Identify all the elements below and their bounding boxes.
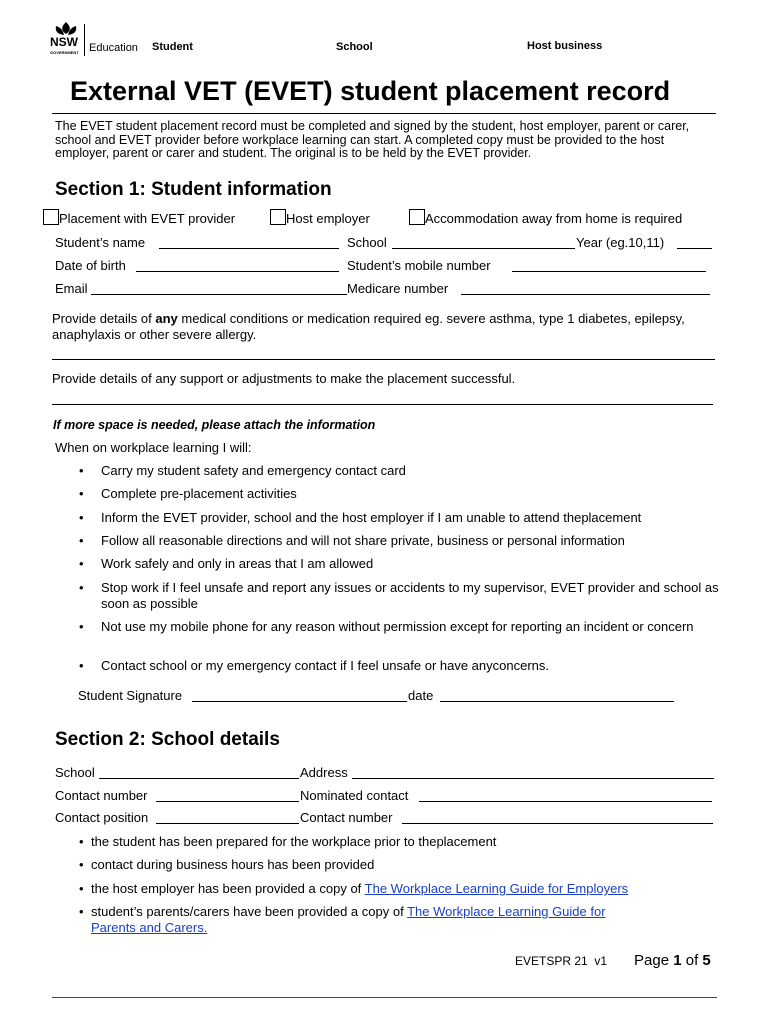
- s2-contact-position-label: Contact position: [55, 810, 149, 825]
- option-accommodation[interactable]: [409, 209, 682, 226]
- when-text: When on workplace learning I will:: [55, 440, 252, 455]
- medical-bold: any: [155, 311, 178, 326]
- date-field[interactable]: [440, 689, 674, 702]
- medical-details-text: [52, 311, 712, 343]
- employers-guide-link[interactable]: The Workplace Learning Guide for Employers: [364, 881, 629, 896]
- date-label: date: [408, 688, 434, 703]
- list-item: • Follow all reasonable directions and will not share private, business or personal information: [101, 533, 625, 549]
- s2-address-label: Address: [300, 765, 348, 780]
- option-label: Accommodation away from home is required: [425, 211, 683, 226]
- intro-text: The EVET student placement record must be completed and signed by the student, host employer, parent or carer, school and EVET provider before workplace learning can start. A completed copy must be provided to the host employer, parent or carer and student. The original is to be held by the EVET provider.: [55, 119, 690, 160]
- s2-school-label: School: [55, 765, 95, 780]
- checkbox[interactable]: [409, 209, 425, 225]
- parents-guide-link[interactable]: The Workplace Learning Guide for: [407, 904, 606, 919]
- list-item: • the student has been prepared for the workplace prior to theplacement: [91, 834, 496, 850]
- logo-subtext: GOVERNMENT: [50, 50, 79, 55]
- medicare-field[interactable]: [461, 282, 710, 295]
- school-label: School: [347, 235, 387, 250]
- list-item: • Complete pre-placement activities: [101, 486, 297, 502]
- page-indicator: [634, 952, 711, 969]
- list-item: • Inform the EVET provider, school and the host employer if I am unable to attend theplacement: [101, 510, 641, 526]
- page-title: External VET (EVET) student placement record: [70, 76, 671, 106]
- list-item: • Stop work if I feel unsafe and report any issues or accidents to my supervisor, EVET provider and school as soon as possible: [101, 580, 721, 612]
- page-label: Page: [634, 952, 670, 969]
- nsw-logo: [48, 20, 84, 60]
- list-item: • Contact school or my emergency contact if I feel unsafe or have anyconcerns.: [101, 658, 549, 674]
- option-label: Host employer: [286, 211, 370, 226]
- dob-field[interactable]: [136, 259, 339, 272]
- dob-label: Date of birth: [55, 258, 126, 273]
- header-student: Student: [152, 41, 193, 53]
- list-item: • Work safely and only in areas that I am allowed: [101, 556, 373, 572]
- option-host-employer[interactable]: [270, 209, 370, 226]
- of-label: of: [685, 952, 699, 969]
- students-name-field[interactable]: [159, 236, 339, 249]
- form-code: EVETSPR 21 v1: [515, 954, 608, 968]
- list-item: • Not use my mobile phone for any reason without permission except for reporting an incident or concern: [101, 619, 711, 635]
- s2-school-field[interactable]: [99, 766, 299, 779]
- page-total: 5: [702, 952, 711, 969]
- parents-guide-link-cont[interactable]: Parents and Carers.: [91, 920, 208, 935]
- footer-rule: [52, 997, 717, 998]
- checkbox[interactable]: [270, 209, 286, 225]
- s2-nominated-contact-field[interactable]: [419, 789, 712, 802]
- email-label: Email: [55, 281, 88, 296]
- year-label: Year (eg.10,11): [576, 235, 665, 250]
- s2-contact-position-field[interactable]: [156, 811, 299, 824]
- list-item: [91, 904, 651, 936]
- title-rule: [52, 113, 716, 114]
- medical-post: medical conditions or medication required eg. severe asthma, type 1 diabetes, epilepsy, anaphylaxis or other severe allergy.: [52, 311, 685, 342]
- s2-contact-number2-field[interactable]: [402, 811, 713, 824]
- list-item: • contact during business hours has been provided: [91, 857, 374, 873]
- b3-text: the host employer has been provided a copy of: [91, 881, 365, 896]
- signature-field[interactable]: [192, 689, 407, 702]
- section2-heading: Section 2: School details: [55, 729, 280, 750]
- header-school: School: [336, 41, 373, 53]
- medicare-label: Medicare number: [347, 281, 449, 296]
- email-field[interactable]: [91, 282, 347, 295]
- support-text: Provide details of any support or adjustments to make the placement successful.: [52, 371, 516, 386]
- option-evet-provider[interactable]: [43, 209, 235, 226]
- medical-details-field[interactable]: [52, 359, 715, 360]
- checkbox[interactable]: [43, 209, 59, 225]
- school-field[interactable]: [392, 236, 575, 249]
- more-space-note: If more space is needed, please attach the information: [53, 418, 376, 432]
- s2-contact-number-label: Contact number: [55, 788, 148, 803]
- support-field[interactable]: [52, 404, 713, 405]
- section1-heading: Section 1: Student information: [55, 179, 332, 200]
- header-host-business: Host business: [527, 40, 603, 52]
- mobile-field[interactable]: [512, 259, 706, 272]
- s2-contact-number2-label: Contact number: [300, 810, 393, 825]
- list-item: • Carry my student safety and emergency contact card: [101, 463, 406, 479]
- signature-label: Student Signature: [78, 688, 183, 703]
- s2-contact-number-field[interactable]: [156, 789, 299, 802]
- logo-text: NSW: [50, 35, 78, 49]
- list-item: [91, 881, 628, 897]
- option-label: Placement with EVET provider: [59, 211, 236, 226]
- page-number: 1: [673, 952, 682, 969]
- s2-nominated-contact-label: Nominated contact: [300, 788, 409, 803]
- medical-pre: Provide details of: [52, 311, 156, 326]
- logo-divider: [84, 24, 85, 56]
- year-field[interactable]: [677, 236, 712, 249]
- students-name-label: Student’s name: [55, 235, 146, 250]
- header-education: Education: [89, 42, 138, 54]
- mobile-label: Student’s mobile number: [347, 258, 491, 273]
- s2-address-field[interactable]: [352, 766, 714, 779]
- b4-text: student’s parents/carers have been provided a copy of: [91, 904, 408, 919]
